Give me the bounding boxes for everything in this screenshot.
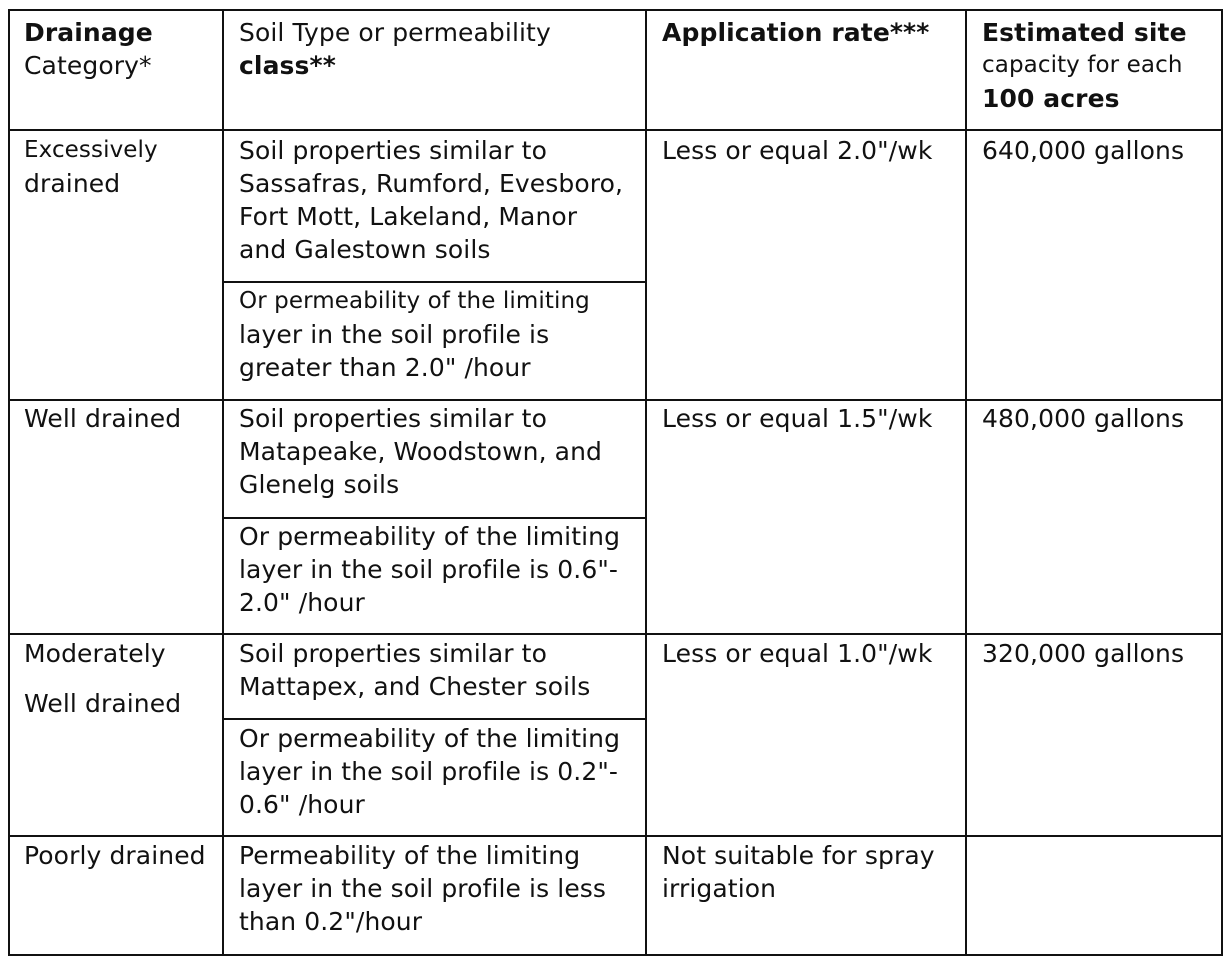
row-divider-header [8,129,1223,131]
row2-soil-line-1: Soil properties similar to [239,404,547,433]
header-capacity-line-3: 100 acres [982,84,1120,113]
header-drainage-line-2: Category* [24,51,152,80]
header-capacity-line-1: Estimated site [982,18,1187,47]
row3-rate-text: Less or equal 1.0"/wk [662,639,933,668]
row2-soil-line-2: Matapeake, Woodstown, and [239,437,602,466]
row3-perm-line-1: Or permeability of the limiting [239,724,621,753]
table-border-bottom [8,954,1223,956]
header-application-rate-text: Application rate*** [662,18,930,47]
row3-category-line-2: Well drained [24,689,182,718]
header-soil-type-line-2: class** [239,51,336,80]
row-divider-3 [8,835,1223,837]
header-application-rate [662,16,929,49]
row3-category [24,637,181,720]
header-drainage [24,16,153,82]
table-border-top [8,9,1223,11]
row1-soil-properties [239,134,623,266]
row2-rate-text: Less or equal 1.5"/wk [662,404,933,433]
row1-soil-line-4: and Galestown soils [239,235,491,264]
row3-rate [662,637,932,670]
row1-perm-line-3: greater than 2.0" /hour [239,353,531,382]
header-drainage-line-1: Drainage [24,18,153,47]
row1-capacity-text: 640,000 gallons [982,136,1185,165]
row4-rate-line-1: Not suitable for spray [662,841,935,870]
column-divider-2 [645,9,647,956]
table-border-left [8,9,10,956]
row2-soil-line-3: Glenelg soils [239,470,400,499]
row4-soil-properties [239,839,606,938]
row3-category-line-1: Moderately [24,639,166,668]
row1-soil-line-3: Fort Mott, Lakeland, Manor [239,202,578,231]
column-divider-1 [222,9,224,956]
row2-perm-line-1: Or permeability of the limiting [239,522,621,551]
row1-category-line-2: drained [24,169,121,198]
header-soil-type-line-1: Soil Type or permeability [239,18,551,47]
row2-rate [662,402,932,435]
row4-rate-line-2: irrigation [662,874,777,903]
row1-soil-line-2: Sassafras, Rumford, Evesboro, [239,169,624,198]
row2-permeability [239,520,620,619]
row3-soil-properties [239,637,590,703]
row1-permeability [239,285,590,384]
header-capacity [982,16,1187,115]
column-divider-3 [965,9,967,956]
row1-rate-text: Less or equal 2.0"/wk [662,136,933,165]
row3-permeability [239,722,620,821]
row1-soil-line-1: Soil properties similar to [239,136,547,165]
row4-soil-line-3: than 0.2"/hour [239,907,423,936]
subrow-divider-3 [222,718,647,720]
row-divider-2 [8,633,1223,635]
row4-soil-line-1: Permeability of the limiting [239,841,581,870]
row2-soil-properties [239,402,602,501]
row2-perm-line-3: 2.0" /hour [239,588,365,617]
row3-capacity [982,637,1184,670]
row3-soil-line-1: Soil properties similar to [239,639,547,668]
row1-category-line-1: Excessively [24,137,158,163]
row2-capacity [982,402,1184,435]
row3-soil-line-2: Mattapex, and Chester soils [239,672,591,701]
row-divider-1 [8,399,1223,401]
table-border-right [1221,9,1223,956]
row1-rate [662,134,932,167]
subrow-divider-2 [222,517,647,519]
row3-perm-line-2: layer in the soil profile is 0.2"- [239,757,619,786]
header-soil-type [239,16,551,82]
row1-perm-line-2: layer in the soil profile is [239,320,550,349]
row2-category [24,402,181,435]
header-capacity-line-2: capacity for each [982,52,1183,78]
row1-perm-line-1: Or permeability of the limiting [239,288,590,314]
row1-capacity [982,134,1184,167]
row1-category [24,134,158,200]
row2-capacity-text: 480,000 gallons [982,404,1185,433]
row4-rate [662,839,935,905]
row2-perm-line-2: layer in the soil profile is 0.6"- [239,555,619,584]
row4-soil-line-2: layer in the soil profile is less [239,874,607,903]
row3-perm-line-3: 0.6" /hour [239,790,365,819]
row3-capacity-text: 320,000 gallons [982,639,1185,668]
subrow-divider-1 [222,281,647,283]
row4-category-line-1: Poorly drained [24,841,206,870]
row2-category-line-1: Well drained [24,404,182,433]
row4-category [24,839,206,872]
